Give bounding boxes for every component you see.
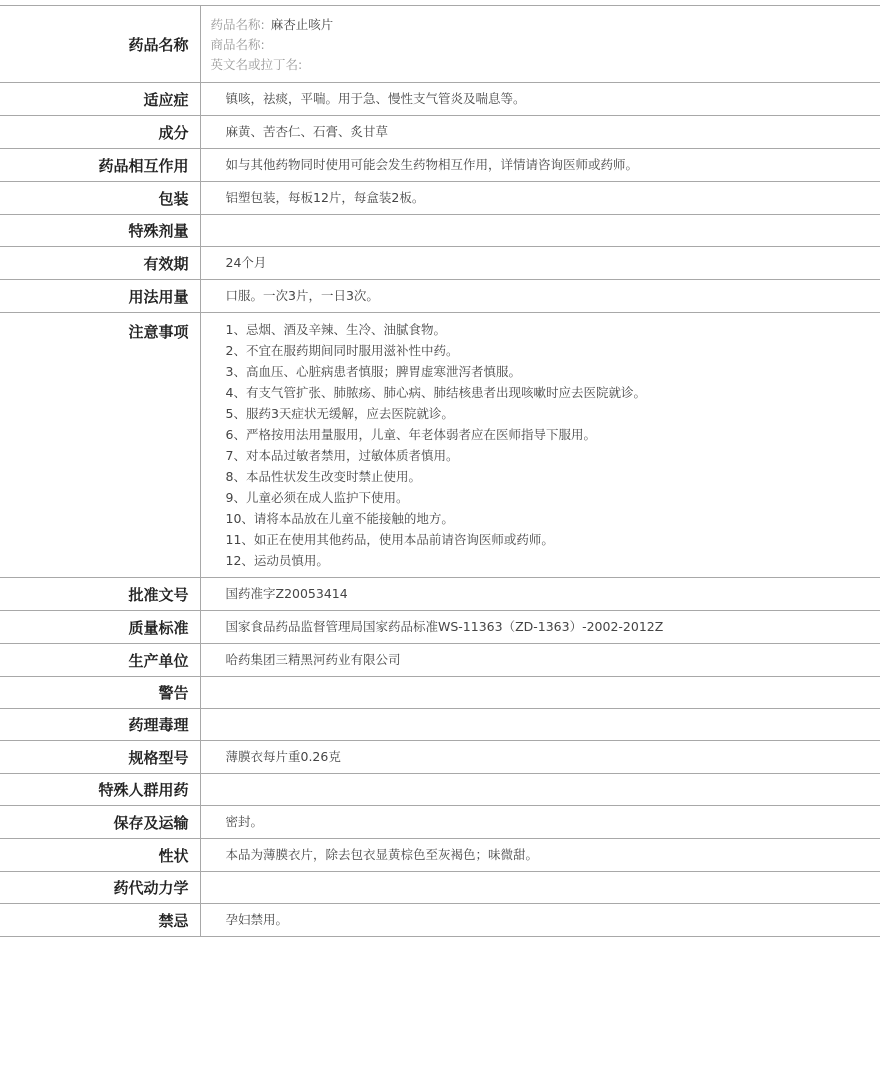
label-warning: 警告	[0, 677, 200, 709]
row-contraindication	[0, 904, 880, 937]
value-package: 铝塑包装，每板12片，每盒装2板。	[225, 190, 425, 205]
label-shelf-life: 有效期	[0, 247, 200, 280]
row-indication	[0, 83, 880, 116]
row-spec	[0, 741, 880, 774]
value-interactions: 如与其他药物同时使用可能会发生药物相互作用，详情请咨询医师或药师。	[225, 157, 639, 172]
generic-name-label: 药品名称:	[210, 16, 265, 32]
precaution-item: 1、忌烟、酒及辛辣、生冷、油腻食物。	[225, 322, 446, 337]
generic-name-value: 麻杏止咳片	[270, 16, 334, 32]
row-standard	[0, 611, 880, 644]
row-ingredients	[0, 116, 880, 149]
row-precautions	[0, 313, 880, 578]
drug-info-table	[0, 5, 880, 937]
value-storage: 密封。	[225, 814, 264, 829]
label-special-dosage: 特殊剂量	[0, 215, 200, 247]
precaution-item: 9、儿童必须在成人监护下使用。	[225, 490, 409, 505]
label-special-population: 特殊人群用药	[0, 774, 200, 806]
row-warning	[0, 677, 880, 709]
row-interactions	[0, 149, 880, 182]
label-approval: 批准文号	[0, 578, 200, 611]
value-toxicology	[200, 709, 880, 741]
precaution-item: 12、运动员慎用。	[225, 553, 329, 568]
value-approval: 国药准字Z20053414	[225, 586, 348, 601]
label-ingredients: 成分	[0, 116, 200, 149]
english-name-label: 英文名或拉丁名:	[210, 56, 303, 72]
label-interactions: 药品相互作用	[0, 149, 200, 182]
value-standard: 国家食品药品监督管理局国家药品标准WS-11363（ZD-1363）-2002-2012Z	[225, 619, 664, 634]
trade-name-line	[211, 35, 880, 55]
label-name: 药品名称	[0, 6, 200, 83]
value-special-dosage	[200, 215, 880, 247]
value-usage: 口服。一次3片，一日3次。	[225, 288, 379, 303]
value-special-population	[200, 774, 880, 806]
row-appearance	[0, 839, 880, 872]
value-contraindication: 孕妇禁用。	[225, 912, 289, 927]
precaution-item: 11、如正在使用其他药品，使用本品前请咨询医师或药师。	[225, 532, 554, 547]
value-shelf-life: 24个月	[225, 255, 267, 270]
label-toxicology: 药理毒理	[0, 709, 200, 741]
row-special-population	[0, 774, 880, 806]
value-appearance: 本品为薄膜衣片，除去包衣显黄棕色至灰褐色；味微甜。	[225, 847, 539, 862]
value-indication: 镇咳，祛痰，平喘。用于急、慢性支气管炎及喘息等。	[225, 91, 526, 106]
value-precautions	[200, 313, 880, 578]
row-package	[0, 182, 880, 215]
precaution-item: 3、高血压、心脏病患者慎服；脾胃虚寒泄泻者慎服。	[225, 364, 521, 379]
row-pharmacokinetics	[0, 872, 880, 904]
precaution-item: 2、不宜在服药期间同时服用滋补性中药。	[225, 343, 459, 358]
label-appearance: 性状	[0, 839, 200, 872]
generic-name-line	[211, 15, 880, 35]
label-contraindication: 禁忌	[0, 904, 200, 937]
precaution-item: 7、对本品过敏者禁用，过敏体质者慎用。	[225, 448, 459, 463]
precaution-item: 8、本品性状发生改变时禁止使用。	[225, 469, 421, 484]
precaution-item: 4、有支气管扩张、肺脓疡、肺心病、肺结核患者出现咳嗽时应去医院就诊。	[225, 385, 646, 400]
label-indication: 适应症	[0, 83, 200, 116]
row-manufacturer	[0, 644, 880, 677]
row-name	[0, 6, 880, 83]
row-storage	[0, 806, 880, 839]
precaution-item: 10、请将本品放在儿童不能接触的地方。	[225, 511, 454, 526]
label-manufacturer: 生产单位	[0, 644, 200, 677]
label-package: 包装	[0, 182, 200, 215]
value-spec: 薄膜衣每片重0.26克	[225, 749, 341, 764]
row-usage	[0, 280, 880, 313]
label-pharmacokinetics: 药代动力学	[0, 872, 200, 904]
label-spec: 规格型号	[0, 741, 200, 774]
label-usage: 用法用量	[0, 280, 200, 313]
row-shelf-life	[0, 247, 880, 280]
trade-name-label: 商品名称:	[210, 36, 265, 52]
label-standard: 质量标准	[0, 611, 200, 644]
row-special-dosage	[0, 215, 880, 247]
label-precautions: 注意事项	[0, 313, 200, 578]
label-storage: 保存及运输	[0, 806, 200, 839]
value-name	[200, 6, 880, 83]
row-toxicology	[0, 709, 880, 741]
precaution-item: 6、严格按用法用量服用，儿童、年老体弱者应在医师指导下服用。	[225, 427, 596, 442]
english-name-line	[211, 55, 880, 75]
precaution-item: 5、服药3天症状无缓解，应去医院就诊。	[225, 406, 454, 421]
value-warning	[200, 677, 880, 709]
value-ingredients: 麻黄、苦杏仁、石膏、炙甘草	[225, 124, 389, 139]
row-approval	[0, 578, 880, 611]
value-manufacturer: 哈药集团三精黑河药业有限公司	[225, 652, 401, 667]
value-pharmacokinetics	[200, 872, 880, 904]
